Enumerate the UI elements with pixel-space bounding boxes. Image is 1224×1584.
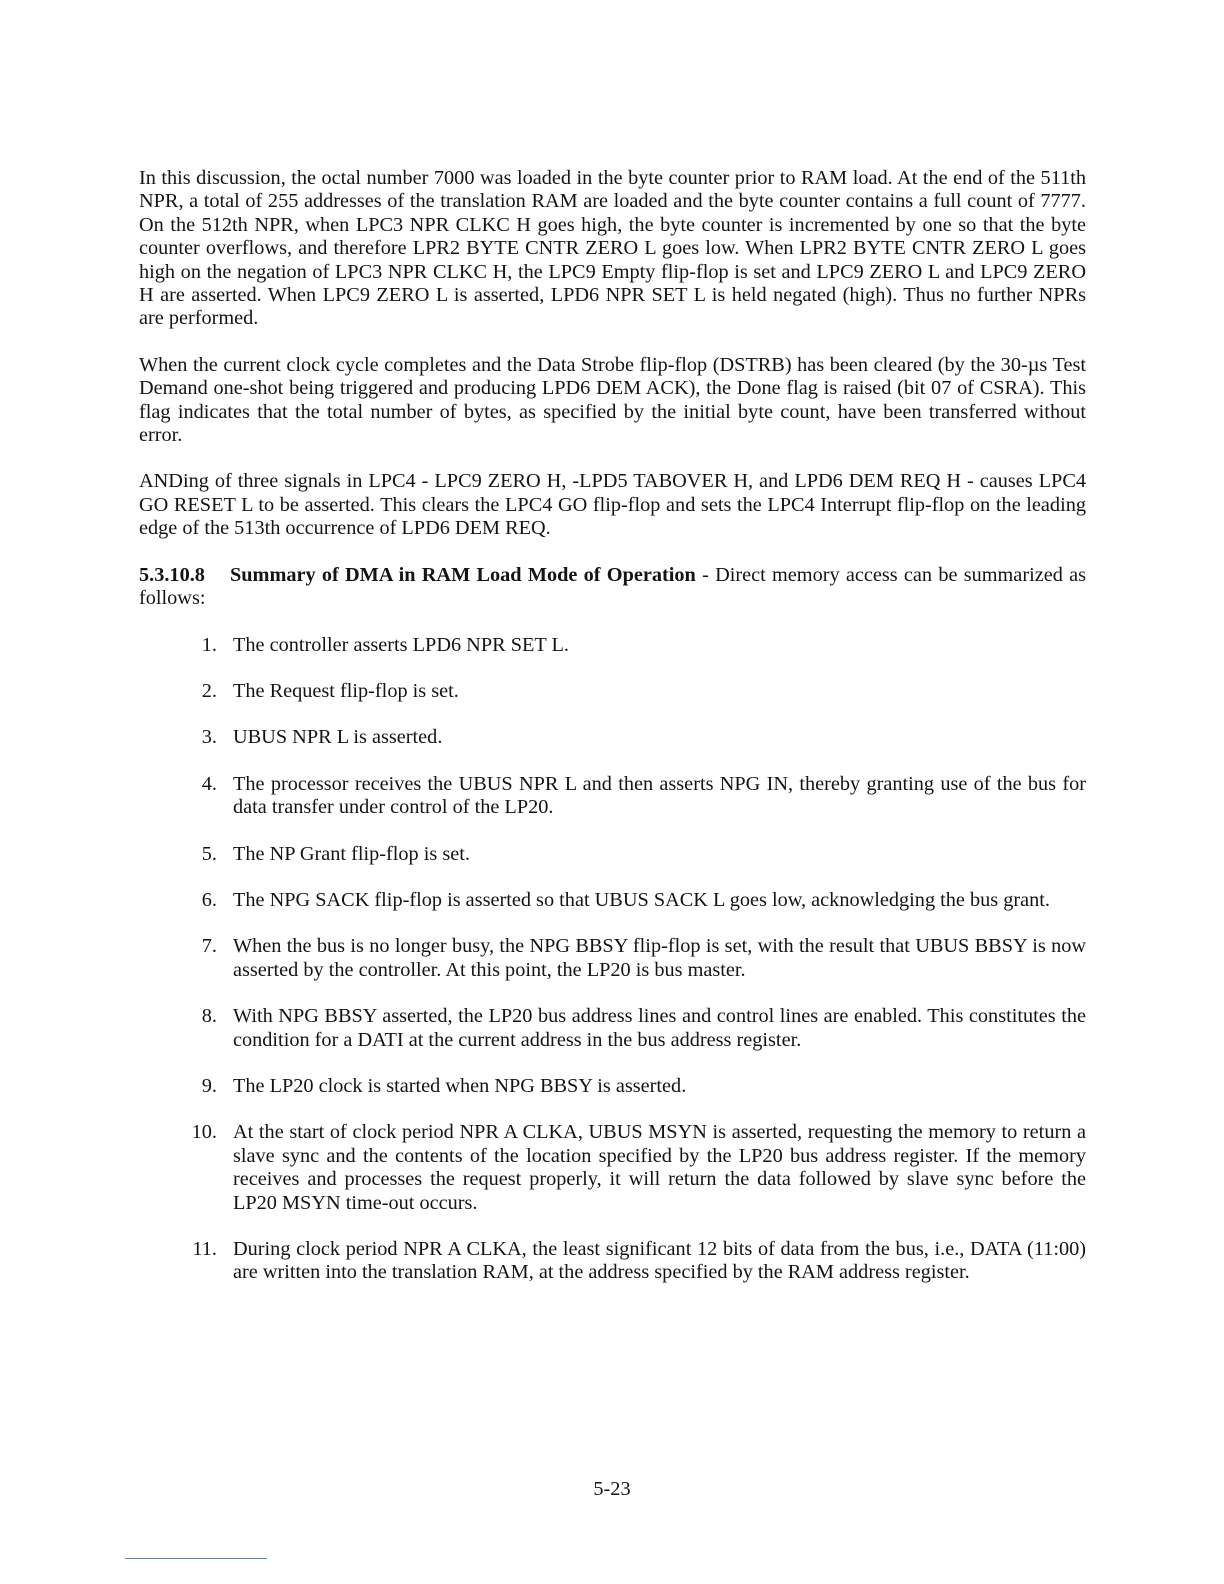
list-item — [139, 634, 1086, 657]
paragraph-done-flag: When the current clock cycle completes and the Data Strobe flip-flop (DSTRB) has been cleared (by the 30-µs Test Demand one-shot being triggered and producing LPD6 DEM ACK), the Done flag is raised (bit 07 of CSRA). This flag indicates that the total number of bytes, as specified by the initial byte count, have been transferred without error. — [139, 353, 1086, 447]
list-item-text: With NPG BBSY asserted, the LP20 bus address lines and control lines are enabled. This constitutes the condition for a DATI at the current address in the bus address register. — [233, 1005, 1086, 1051]
list-item-number: 8. — [201, 1005, 217, 1028]
list-item-text: The controller asserts LPD6 NPR SET L. — [233, 633, 569, 656]
list-item-number: 1. — [201, 633, 217, 656]
list-item-number: 3. — [201, 726, 217, 749]
list-item — [139, 1121, 1086, 1215]
list-item — [139, 935, 1086, 982]
section-intro: - Direct memory access can be summarized as follows: — [139, 563, 1087, 610]
list-item — [139, 1075, 1086, 1098]
list-item-text: During clock period NPR A CLKA, the least significant 12 bits of data from the bus, i.e., DATA (11:00) are written into the translation RAM, at the address specified by the RAM address register. — [233, 1238, 1086, 1284]
list-item-number: 6. — [201, 888, 217, 911]
paragraph-byte-counter: In this discussion, the octal number 7000 was loaded in the byte counter prior to RAM load. At the end of the 511th NPR, a total of 255 addresses of the translation RAM are loaded and the byte counter contains a full count of 7777. On the 512th NPR, when LPC3 NPR CLKC H goes high, the byte counter is incremented by one so that the byte counter overflows, and therefore LPR2 BYTE CNTR ZERO L goes low. When LPR2 BYTE CNTR ZERO L goes high on the negation of LPC3 NPR CLKC H, the LPC9 Empty flip-flop is set and LPC9 ZERO L and LPC9 ZERO H are asserted. When LPC9 ZERO L is asserted, LPD6 NPR SET L is held negated (high). Thus no further NPRs are performed. — [139, 167, 1086, 330]
list-item — [139, 1005, 1086, 1052]
list-item — [139, 1238, 1086, 1285]
page-number: 5-23 — [593, 1478, 631, 1500]
list-item-number: 10. — [191, 1121, 217, 1144]
list-item-text: UBUS NPR L is asserted. — [233, 726, 443, 749]
list-item-number: 5. — [201, 842, 217, 865]
section-number: 5.3.10.8 — [139, 563, 205, 586]
section-heading-paragraph — [139, 564, 1086, 611]
scan-edge-line — [125, 1558, 267, 1559]
list-item — [139, 773, 1086, 820]
paragraph-anding-signals: ANDing of three signals in LPC4 - LPC9 ZERO H, -LPD5 TABOVER H, and LPD6 DEM REQ H - causes LPC4 GO RESET L to be asserted. This clears the LPC4 GO flip-flop and sets the LPC4 Interrupt flip-flop on the leading edge of the 513th occurrence of LPD6 DEM REQ. — [139, 470, 1086, 540]
dma-steps-list — [139, 634, 1086, 1285]
list-item-text: The NP Grant flip-flop is set. — [233, 842, 470, 865]
list-item-number: 4. — [201, 772, 217, 795]
list-item — [139, 889, 1086, 912]
list-item-text: The Request flip-flop is set. — [233, 679, 459, 702]
list-item-text: The NPG SACK flip-flop is asserted so that UBUS SACK L goes low, acknowledging the bus grant. — [233, 888, 1050, 911]
list-item-text: When the bus is no longer busy, the NPG BBSY flip-flop is set, with the result that UBUS BBSY is now asserted by the controller. At this point, the LP20 is bus master. — [233, 935, 1086, 981]
list-item-number: 2. — [201, 679, 217, 702]
section-title: Summary of DMA in RAM Load Mode of Operation — [229, 563, 696, 586]
list-item-text: The LP20 clock is started when NPG BBSY is asserted. — [233, 1074, 687, 1097]
list-item-text: The processor receives the UBUS NPR L and then asserts NPG IN, thereby granting use of the bus for data transfer under control of the LP20. — [233, 772, 1086, 819]
list-item — [139, 680, 1086, 703]
document-body — [139, 167, 1086, 1308]
list-item — [139, 843, 1086, 866]
list-item-text: At the start of clock period NPR A CLKA, UBUS MSYN is asserted, requesting the memory to return a slave sync and the contents of the location specified by the LP20 bus address register. If the memory receives and processes the request properly, it will return the data followed by slave sync before the LP20 MSYN time-out occurs. — [233, 1121, 1086, 1214]
list-item — [139, 726, 1086, 749]
list-item-number: 11. — [192, 1238, 217, 1260]
list-item-number: 7. — [201, 935, 217, 958]
list-item-number: 9. — [201, 1074, 217, 1097]
